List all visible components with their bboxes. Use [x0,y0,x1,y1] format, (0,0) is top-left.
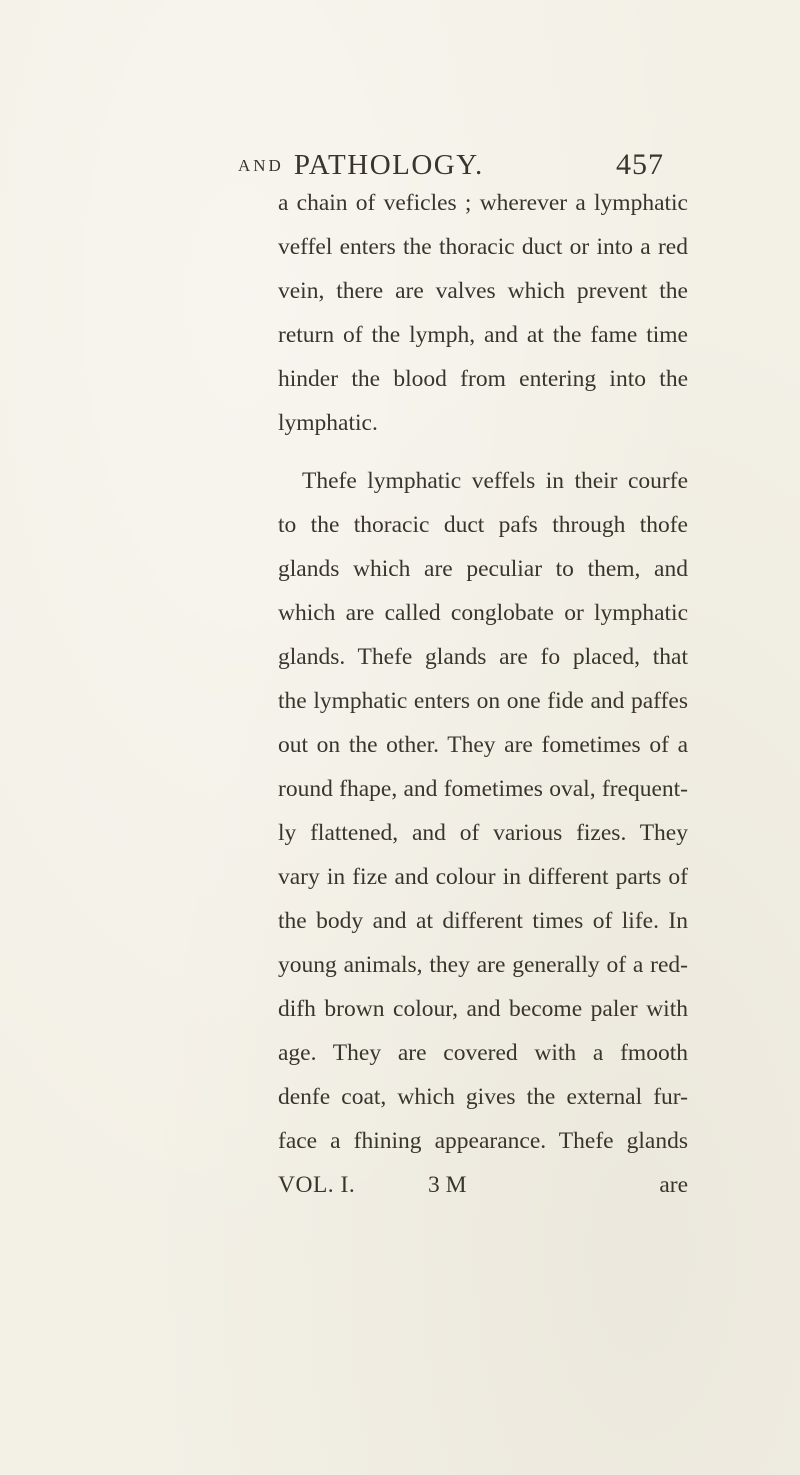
text-line: difh brown colour, and become paler with [278,996,688,1022]
text-line: lymphatic. [278,410,378,436]
text-line: the body and at different times of life. In [278,908,688,934]
text-line: return of the lymph, and at the fame time [278,322,688,348]
text-line: age. They are covered with a fmooth [278,1040,688,1066]
text-line: to the thoracic duct pafs through thofe [278,512,688,538]
signature-mark: 3 M [428,1172,467,1198]
text-line: vary in fize and colour in different parts of [278,864,688,890]
text-line: Thefe lymphatic veffels in their courfe [302,468,688,494]
text-line: out on the other. They are fometimes of a [278,732,688,758]
text-line: round fhape, and fometimes oval, frequent- [278,776,688,802]
text-line: vein, there are valves which prevent the [278,278,688,304]
text-line: veffel enters the thoracic duct or into a red [278,234,688,260]
volume-label: VOL. I. [278,1172,356,1198]
running-head-and: AND [238,156,284,175]
text-line: a chain of veficles ; wherever a lymphatic [278,190,688,216]
page-number: 457 [616,148,664,181]
text-line: which are called conglobate or lymphatic [278,600,688,626]
text-line: denfe coat, which gives the external fur- [278,1084,688,1110]
running-head-title: PATHOLOGY. [293,149,484,181]
text-line: face a fhining appearance. Thefe glands [278,1128,688,1154]
running-head [238,148,678,188]
text-line: ly flattened, and of various fizes. They [278,820,688,846]
text-line: hinder the blood from entering into the [278,366,688,392]
text-line: glands which are peculiar to them, and [278,556,688,582]
text-line: young animals, they are generally of a red- [278,952,688,978]
catchword: are [659,1172,688,1198]
text-line: glands. Thefe glands are fo placed, that [278,644,688,670]
page-footer [278,1170,688,1204]
text-line: the lymphatic enters on one fide and paffes [278,688,688,714]
